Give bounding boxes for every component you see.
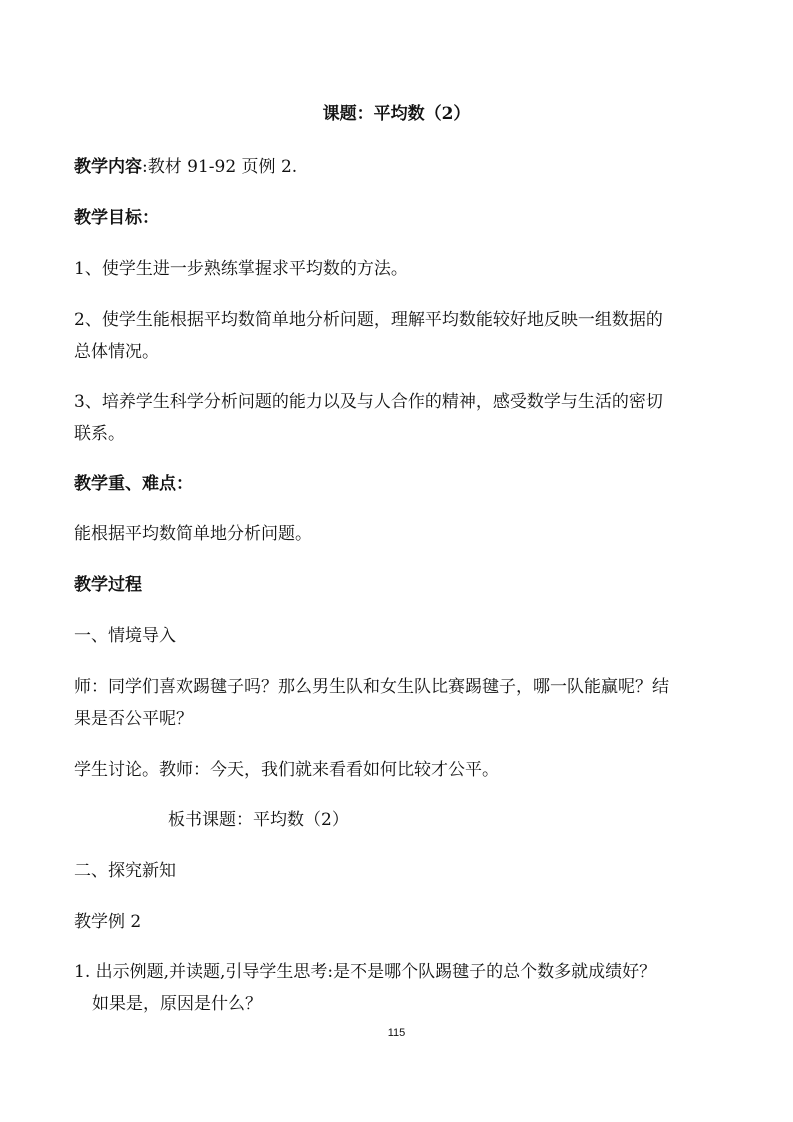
teaching-content-text: :教材 91-92 页例 2. [142,157,298,177]
board-title: 板书课题：平均数（2） [168,810,349,830]
objective-item-3-line-2: 联系。 [74,424,125,444]
lesson-title: 课题：平均数（2） [322,104,471,124]
section-1-heading: 一、情境导入 [74,626,176,646]
key-points-heading: 教学重、难点： [74,474,193,494]
teacher-question-line-2: 果是否公平呢？ [74,709,193,729]
example-label: 教学例 2 [74,912,142,932]
teacher-question-line-1: 师：同学们喜欢踢毽子吗？那么男生队和女生队比赛踢毽子，哪一队能赢呢？结 [74,677,669,697]
process-heading: 教学过程 [74,575,142,595]
teaching-content-label: 教学内容 [74,157,142,177]
key-points-text: 能根据平均数简单地分析问题。 [74,524,312,544]
objective-item-2-line-1: 2、使学生能根据平均数简单地分析问题，理解平均数能较好地反映一组数据的 [74,310,663,330]
objective-item-1: 1、使学生进一步熟练掌握求平均数的方法。 [74,259,408,279]
objectives-heading: 教学目标： [74,208,159,228]
teaching-content-line [74,157,297,177]
student-discussion: 学生讨论。教师：今天，我们就来看看如何比较才公平。 [74,760,499,780]
step-1-line-1: 1. 出示例题,并读题,引导学生思考:是不是哪个队踢毽子的总个数多就成绩好？ [74,962,657,982]
page-number: 115 [387,1027,406,1039]
step-1-line-2: 如果是，原因是什么？ [92,994,262,1014]
section-2-heading: 二、探究新知 [74,861,176,881]
objective-item-3-line-1: 3、培养学生科学分析问题的能力以及与人合作的精神，感受数学与生活的密切 [74,392,663,412]
objective-item-2-line-2: 总体情况。 [74,342,159,362]
